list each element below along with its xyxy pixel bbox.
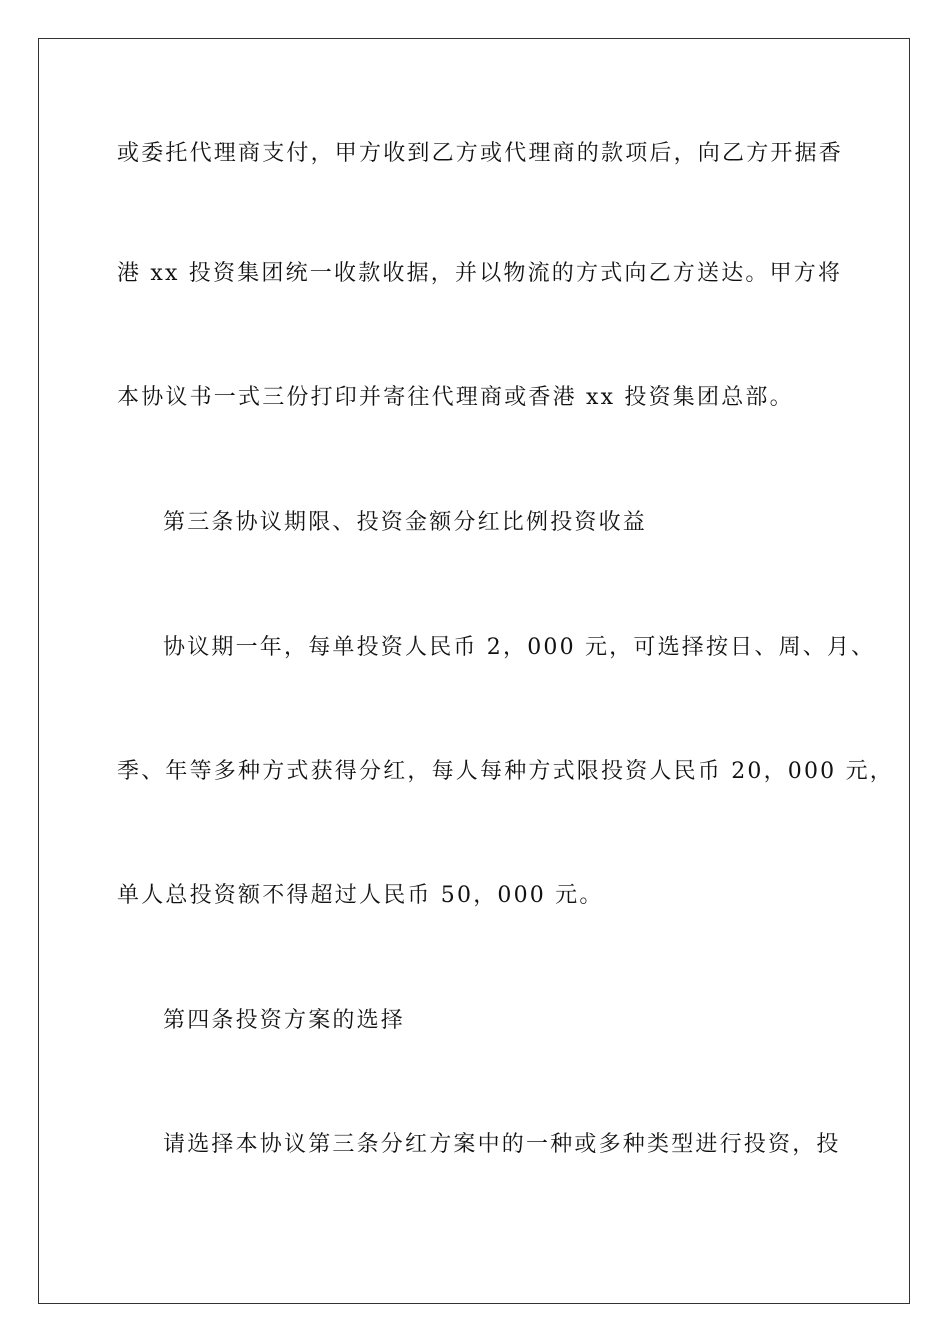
page-frame (38, 38, 910, 1304)
section-heading-article-3: 第三条协议期限、投资金额分红比例投资收益 (163, 510, 648, 535)
body-text-line: 请选择本协议第三条分红方案中的一种或多种类型进行投资，投 (163, 1132, 841, 1157)
body-text-line: 协议期一年，每单投资人民币 2，000 元，可选择按日、周、月、 (163, 635, 876, 660)
body-text-line: 港 xx 投资集团统一收款收据，并以物流的方式向乙方送达。甲方将 (117, 261, 843, 286)
body-text-line: 本协议书一式三份打印并寄往代理商或香港 xx 投资集团总部。 (117, 385, 794, 410)
body-text-line: 或委托代理商支付，甲方收到乙方或代理商的款项后，向乙方开据香 (117, 141, 844, 166)
section-heading-article-4: 第四条投资方案的选择 (163, 1008, 406, 1033)
body-text-line: 季、年等多种方式获得分红，每人每种方式限投资人民币 20，000 元， (117, 759, 894, 784)
body-text-line: 单人总投资额不得超过人民币 50，000 元。 (117, 883, 604, 908)
